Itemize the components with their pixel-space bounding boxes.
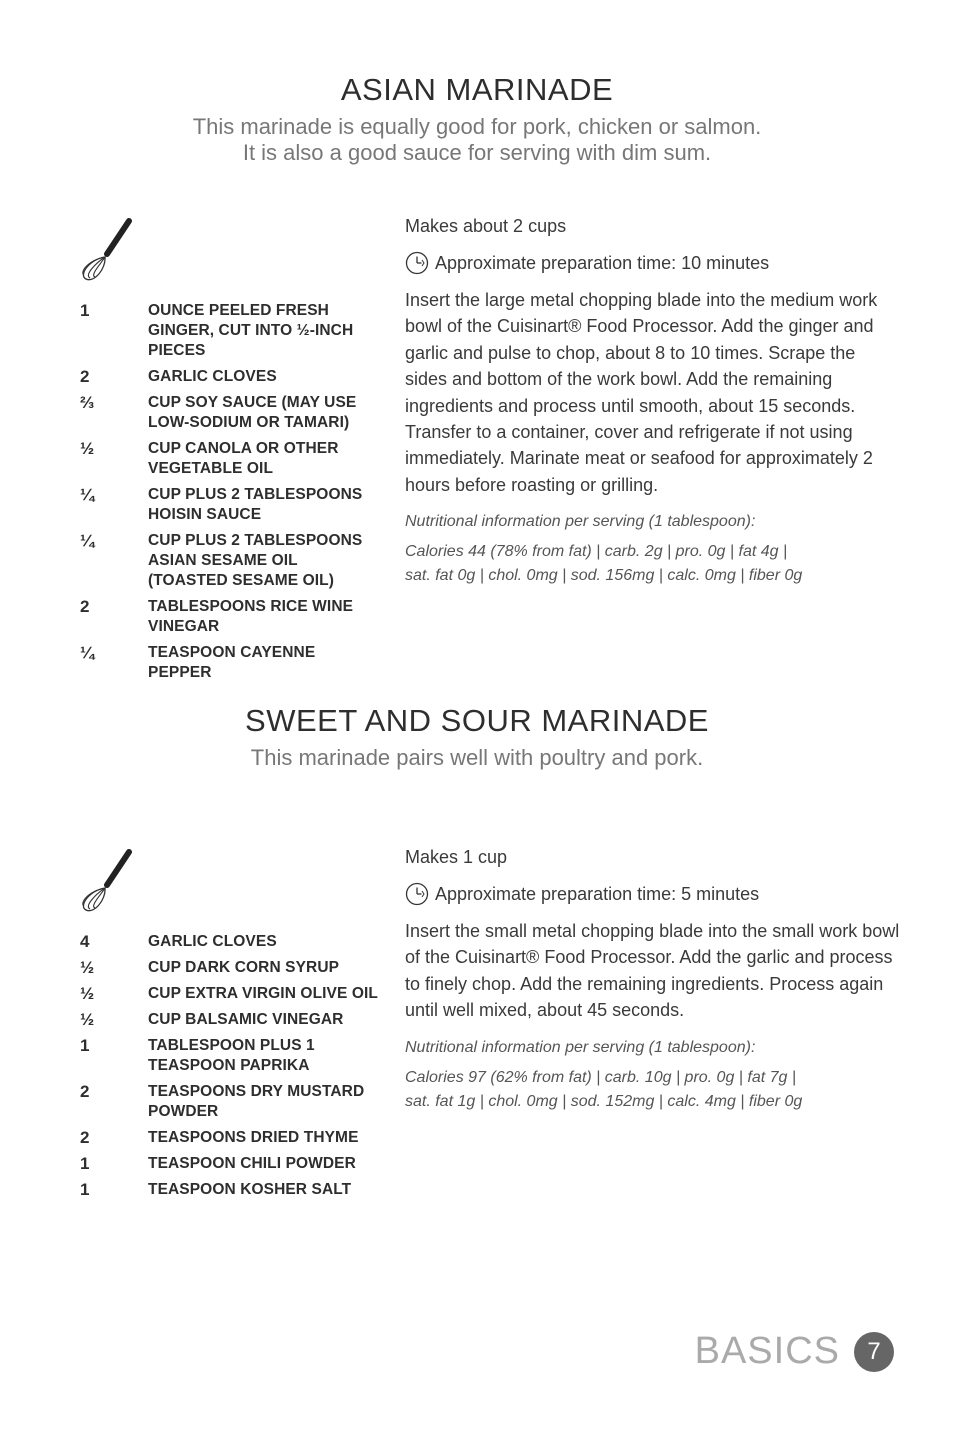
recipe-subtitle	[0, 745, 954, 771]
recipe-title: SWEET AND SOUR MARINADE	[245, 703, 709, 738]
ingredient-item	[80, 531, 380, 591]
nutrition-info	[405, 510, 900, 588]
ingredient-desc: GARLIC CLOVES	[148, 933, 277, 950]
ingredient-qty: 2	[80, 1128, 90, 1147]
ingredient-qty: 4	[80, 932, 90, 951]
recipe-title: ASIAN MARINADE	[340, 72, 614, 107]
clock-icon	[405, 251, 429, 275]
page-footer	[695, 1330, 894, 1373]
subtitle-line: This marinade is equally good for pork, chicken or salmon.	[192, 114, 762, 139]
ingredient-desc: CUP PLUS 2 TABLESPOONS HOISIN SAUCE	[148, 486, 363, 523]
nutrition-line: sat. fat 1g | chol. 0mg | sod. 152mg | calc. 4mg | fiber 0g	[405, 1092, 803, 1110]
ingredient-qty: 1	[80, 1180, 90, 1199]
ingredient-desc: OUNCE PEELED FRESH GINGER, CUT INTO ½-INCH PIECES	[148, 302, 354, 359]
ingredient-qty: ⅔	[80, 393, 95, 412]
ingredient-desc: TEASPOON CHILI POWDER	[148, 1155, 356, 1172]
ingredient-desc: TEASPOON KOSHER SALT	[148, 1181, 352, 1198]
ingredient-qty: ¼	[80, 485, 95, 504]
prep-time-text: Approximate preparation time: 5 minutes	[435, 884, 760, 904]
ingredient-item	[80, 643, 380, 683]
ingredient-item	[80, 1128, 380, 1148]
ingredient-desc: TABLESPOON PLUS 1 TEASPOON PAPRIKA	[148, 1037, 315, 1074]
recipe-subtitle	[0, 114, 954, 166]
ingredient-qty: 2	[80, 1082, 90, 1101]
ingredient-qty: 2	[80, 597, 90, 616]
ingredients-column	[80, 848, 380, 1206]
ingredient-item	[80, 1154, 380, 1174]
ingredients-column	[80, 217, 380, 689]
ingredient-qty: ¼	[80, 643, 95, 662]
nutrition-info	[405, 1036, 900, 1114]
ingredient-qty: 1	[80, 301, 90, 320]
ingredient-list	[80, 301, 380, 683]
page-number: 7	[854, 1332, 894, 1372]
ingredient-item	[80, 393, 380, 433]
nutrition-heading: Nutritional information per serving (1 tablespoon):	[405, 513, 756, 531]
ingredient-desc: TEASPOONS DRIED THYME	[148, 1129, 359, 1146]
ingredient-qty: ½	[80, 439, 95, 458]
ingredient-item	[80, 984, 380, 1004]
ingredient-item	[80, 1010, 380, 1030]
ingredient-qty: ¼	[80, 531, 95, 550]
method-text: Insert the small metal chopping blade into the small work bowl of the Cuisinart® Food Processor. Add the garlic and process to finely chop. Add the remaining ingredients. Process again until well mixed, about 45 seconds.	[405, 921, 900, 1021]
ingredient-item	[80, 301, 380, 361]
ingredient-item	[80, 958, 380, 978]
whisk-icon	[80, 217, 140, 281]
ingredient-desc: TABLESPOONS RICE WINE VINEGAR	[148, 598, 354, 635]
method-text: Insert the large metal chopping blade into the medium work bowl of the Cuisinart® Food Processor. Add the ginger and garlic and pulse to chop, about 8 to 10 times. Scrape the sides and bottom of the work bowl. Add the remaining ingredients and process until smooth, about 15 seconds. Transfer to a container, cover and refrigerate if not using immediately. Marinate meat or seafood for approximately 2 hours before roasting or grilling.	[405, 290, 878, 495]
ingredient-qty: ½	[80, 984, 95, 1003]
prep-time	[405, 251, 900, 275]
ingredient-item	[80, 1180, 380, 1200]
prep-time	[405, 882, 900, 906]
nutrition-line: Calories 97 (62% from fat) | carb. 10g | pro. 0g | fat 7g |	[405, 1068, 797, 1086]
ingredient-item	[80, 1036, 380, 1076]
ingredient-desc: TEASPOON CAYENNE PEPPER	[148, 644, 316, 681]
ingredient-desc: CUP SOY SAUCE (MAY USE LOW-SODIUM OR TAMARI)	[148, 394, 357, 431]
ingredient-desc: CUP CANOLA OR OTHER VEGETABLE OIL	[148, 440, 339, 477]
ingredient-list	[80, 932, 380, 1200]
ingredient-desc: GARLIC CLOVES	[148, 368, 277, 385]
recipe-sweet-and-sour-marinade	[0, 703, 954, 1199]
ingredient-item	[80, 485, 380, 525]
ingredient-item	[80, 1082, 380, 1122]
ingredient-desc: CUP DARK CORN SYRUP	[148, 959, 340, 976]
ingredient-qty: 1	[80, 1154, 90, 1173]
ingredient-qty: 1	[80, 1036, 90, 1055]
subtitle-line: It is also a good sauce for serving with dim sum.	[242, 140, 712, 165]
method-column	[405, 215, 900, 588]
ingredient-desc: CUP BALSAMIC VINEGAR	[148, 1011, 344, 1028]
subtitle-line: This marinade pairs well with poultry and pork.	[250, 745, 704, 770]
nutrition-heading: Nutritional information per serving (1 tablespoon):	[405, 1038, 756, 1056]
ingredient-item	[80, 439, 380, 479]
nutrition-line: sat. fat 0g | chol. 0mg | sod. 156mg | calc. 0mg | fiber 0g	[405, 567, 803, 585]
yield-text: Makes 1 cup	[405, 847, 508, 867]
whisk-icon	[80, 848, 140, 912]
nutrition-line: Calories 44 (78% from fat) | carb. 2g | pro. 0g | fat 4g |	[405, 543, 788, 561]
ingredient-desc: TEASPOONS DRY MUSTARD POWDER	[148, 1083, 365, 1120]
ingredient-qty: ½	[80, 958, 95, 977]
ingredient-item	[80, 367, 380, 387]
ingredient-item	[80, 597, 380, 637]
yield-text: Makes about 2 cups	[405, 216, 567, 236]
recipe-asian-marinade	[0, 72, 954, 681]
ingredient-item	[80, 932, 380, 952]
prep-time-text: Approximate preparation time: 10 minutes	[435, 253, 770, 273]
ingredient-qty: ½	[80, 1010, 95, 1029]
ingredient-qty: 2	[80, 367, 90, 386]
clock-icon	[405, 882, 429, 906]
ingredient-desc: CUP PLUS 2 TABLESPOONS ASIAN SESAME OIL (TOASTED SESAME OIL)	[148, 532, 363, 589]
section-label: BASICS	[694, 1330, 840, 1372]
method-column	[405, 846, 900, 1114]
ingredient-desc: CUP EXTRA VIRGIN OLIVE OIL	[148, 985, 378, 1002]
